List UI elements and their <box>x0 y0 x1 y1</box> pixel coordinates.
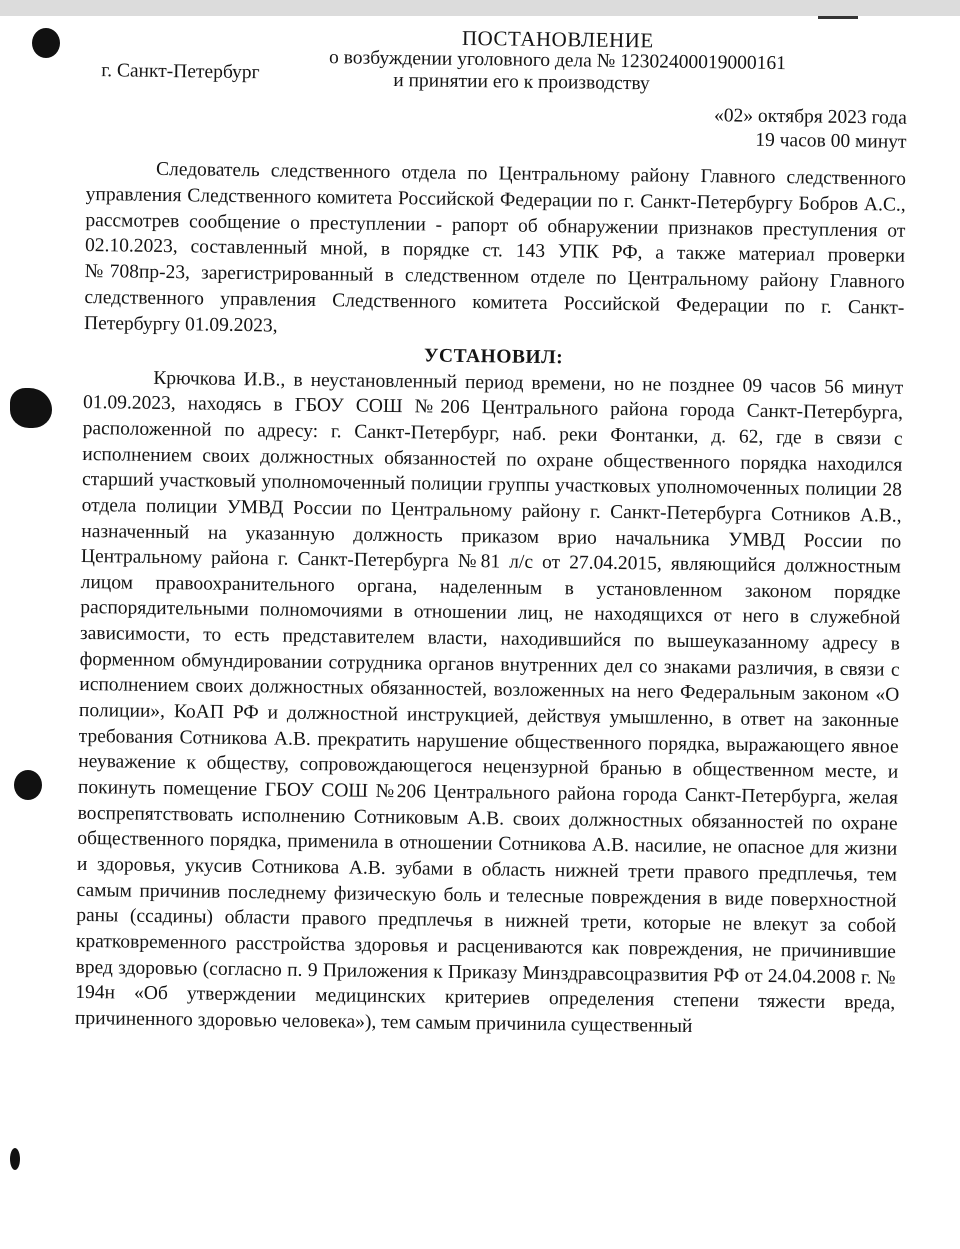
body-paragraph: Крючкова И.В., в неустановленный период времени, но не позднее 09 часов 56 минут 01.09.2023, находясь в ГБОУ СОШ №206 Центрального района города Санкт-Петербурга, расположенной по адресу: г. Санкт-Петербург, наб. реки Фонтанки, д. 62, где в связи с исполнением своих должностных обязанностей по охране общественного порядка находился старший участковый уполномоченный полиции группы участковых уполномоченных полиции 28 отдела полиции УМВД России по Центральному району г. Санкт-Петербурга Сотников А.В., назначенный на указанную должность приказом врио начальника УМВД России по Центральному района г. Санкт-Петербурга №81 л/с от 27.04.2015, являющийся должностным лицом правоохранительного органа, наделенным в установленном законом порядке распорядительными полномочиями в отношении лиц, не находящихся от него в служебной зависимости, то есть представителем власти, находившийся по вышеуказанному адресу в форменном обмундировании сотрудника органов внутренних дел со знаками различия, в связи с исполнением своих должностных обязанностей, возложенных на него Федеральным законом «О полиции», КоАП РФ и должностной инструкцией, действуя умышленно, в ответ на законные требования Сотникова А.В. прекратить нарушение общественного порядка, выражающего явное неуважение к обществу, сопровождающегося нецензурной бранью в общественном месте, и покинуть помещение ГБОУ СОШ №206 Центрального района города Санкт-Петербурга, желая воспрепятствовать исполнению Сотниковым А.В. своих должностных обязанностей по охране общественного порядка, применила в отношении Сотникова А.В. насилие, не опасное для жизни и здоровья, укусив Сотникова А.В. зубами в область нижней трети правого предплечья, тем самым причинив последнему физическую боль и телесные повреждения в виде поверхностной раны (ссадины) области правого предплечья в нижней трети, которые не влекут за собой кратковременного расстройства здоровья и расцениваются как повреждения, не причинившие вред здоровью (согласно п. 9 Приложения к Приказу Минздравсоцразвития РФ от 24.04.2008 г. № 194н «Об утверждении медицинских критериев определения степени тяжести вреда, причиненного здоровью человека»), тем самым причинила существенный <box>74 367 904 1037</box>
intro-paragraph: Следователь следственного отдела по Центральному району Главного следственного управления Следственного комитета Российской Федерации по г. Санкт-Петербургу Бобров А.С., рассмотрев сообщение о преступлении - рапорт об обнаружении признаков преступления от 02.10.2023, составленный мной, в порядке ст. 143 УПК РФ, а также материал проверки №708пр-23, зарегистрированный в следственном отделе по Центральному району Главного следственного управления Следственного комитета Российской Федерации по г. Санкт-Петербургу 01.09.2023, <box>83 158 907 337</box>
document-title: ПОСТАНОВЛЕНИЕ <box>461 25 654 53</box>
scan-corner-mark <box>818 16 858 19</box>
scan-top-edge <box>0 0 960 16</box>
city-label: г. Санкт-Петербург <box>101 60 260 84</box>
document-time: 19 часов 00 минут <box>755 129 907 153</box>
document-subtitle-line2: и принятии его к производству <box>393 70 650 95</box>
punch-hole <box>10 388 52 428</box>
punch-hole <box>14 770 42 800</box>
punch-hole <box>32 28 60 58</box>
punch-hole <box>10 1148 20 1170</box>
document-subtitle: о возбуждении уголовного дела № 12302400019000161 <box>328 47 787 75</box>
section-heading: УСТАНОВИЛ: <box>423 345 564 368</box>
document-body <box>75 22 908 1042</box>
document-date: «02» октября 2023 года <box>713 105 907 129</box>
